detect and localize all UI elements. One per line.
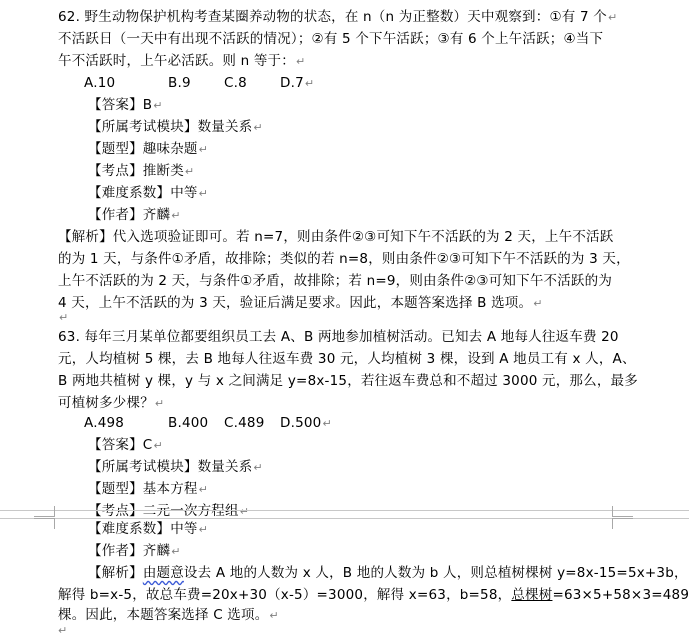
q62-option-d: D.7 [280,75,304,91]
q62-stem-line-2: 不活跃日（一天中有出现不活跃的情况）；②有 5 个下午活跃；③有 6 个上午活跃；④当下 [58,31,604,47]
q62-analysis-line-4: 4 天，上午不活跃的为 3 天，验证后满足要求。因此，本题答案选择 B 选项。↵ [58,295,543,311]
q63-stem-line-2: 元，人均植树 5 棵，去 B 地每人往返车费 30 元，人均植树 3 棵，设到 A 地员工有 x 人，A、 [58,351,636,367]
q63-options: A.498 B.400 C.489 D.500↵ [84,412,332,435]
q63-type: 【题型】基本方程↵ [88,481,209,497]
q63-answer: 【答案】C↵ [88,437,163,453]
q63-analysis-line-1 [88,562,688,584]
q62-option-c: C.8 [224,75,247,91]
q63-author: 【作者】齐麟↵ [88,543,181,559]
q63-stem-line-1: 63. 每年三月某单位都要组织员工去 A、B 两地参加植树活动。已知去 A 地每人往返车费 20 [58,329,619,345]
q63-option-b: B.400 [168,415,209,431]
q62-difficulty: 【难度系数】中等↵ [88,185,209,201]
q62-analysis-line-1: 【解析】代入选项验证即可。若 n=7，则由条件②③可知下午不活跃的为 2 天，上午不活跃 [58,229,614,245]
q63-analysis-tag: 【解析】 [88,565,143,581]
q62-option-b: B.9 [168,75,191,91]
q62-analysis-line-2: 的为 1 天，与条件①矛盾，故排除；类似的若 n=8，则由条件②③可知下午不活跃的为 3 天， [58,251,630,267]
q63-option-d: D.500 [280,415,322,431]
q63-analysis-total-trees: 总棵树 [511,587,553,603]
page-corner-bottom-left [34,518,55,529]
q63-point: 【考点】二元一次方程组↵ [88,503,250,519]
q62-options: A.10 B.9 C.8 D.7↵ [84,72,314,95]
empty-paragraph: ↵ [59,311,69,324]
q63-analysis-rest: 设去 A 地的人数为 x 人，B 地的人数为 b 人，则总植树棵树 y=8x-15=5x+3b， [183,565,688,581]
q62-point: 【考点】推断类↵ [88,163,195,179]
q63-option-a: A.498 [84,415,125,431]
q62-stem-line-3: 午不活跃时，上午必活跃。则 n 等于：↵ [58,53,306,69]
q63-difficulty: 【难度系数】中等↵ [88,521,209,537]
q62-analysis-line-3: 上午不活跃的为 2 天，与条件①矛盾，故排除；若 n=9，则由条件②③可知下午不活跃的为 [58,273,613,289]
q63-analysis-line-3: 棵。因此，本题答案选择 C 选项。↵ [58,607,279,623]
page-edge-top [0,510,689,511]
q62-stem-line-1: 62. 野生动物保护机构考查某圈养动物的状态，在 n（n 为正整数）天中观察到：①有 7 个↵ [58,9,618,25]
q63-module: 【所属考试模块】数量关系↵ [88,459,263,475]
q63-analysis-line-2: 解得 b=x-5，故总车费=20x+30（x-5）=3000，解得 x=63，b=58，总棵树=63×5+58×3=489 [58,587,689,603]
q62-option-a: A.10 [84,75,116,91]
page-corner-bottom-right [612,518,633,529]
empty-paragraph-end: ↵ [58,624,68,637]
q62-author: 【作者】齐麟↵ [88,207,181,223]
q62-type: 【题型】趣味杂题↵ [88,141,209,157]
page-corner-top-right [612,506,633,517]
q63-stem-line-3: B 两地共植树 y 棵，y 与 x 之间满足 y=8x-15，若往返车费总和不超过 3000 元，那么，最多 [58,373,638,389]
q63-option-c: C.489 [224,415,265,431]
q62-answer: 【答案】B↵ [88,97,163,113]
page-corner-top-left [34,506,55,517]
q63-stem-line-4: 可植树多少棵？↵ [58,395,165,411]
q62-module: 【所属考试模块】数量关系↵ [88,119,263,135]
q63-analysis-underlined: 由题意 [142,565,184,581]
